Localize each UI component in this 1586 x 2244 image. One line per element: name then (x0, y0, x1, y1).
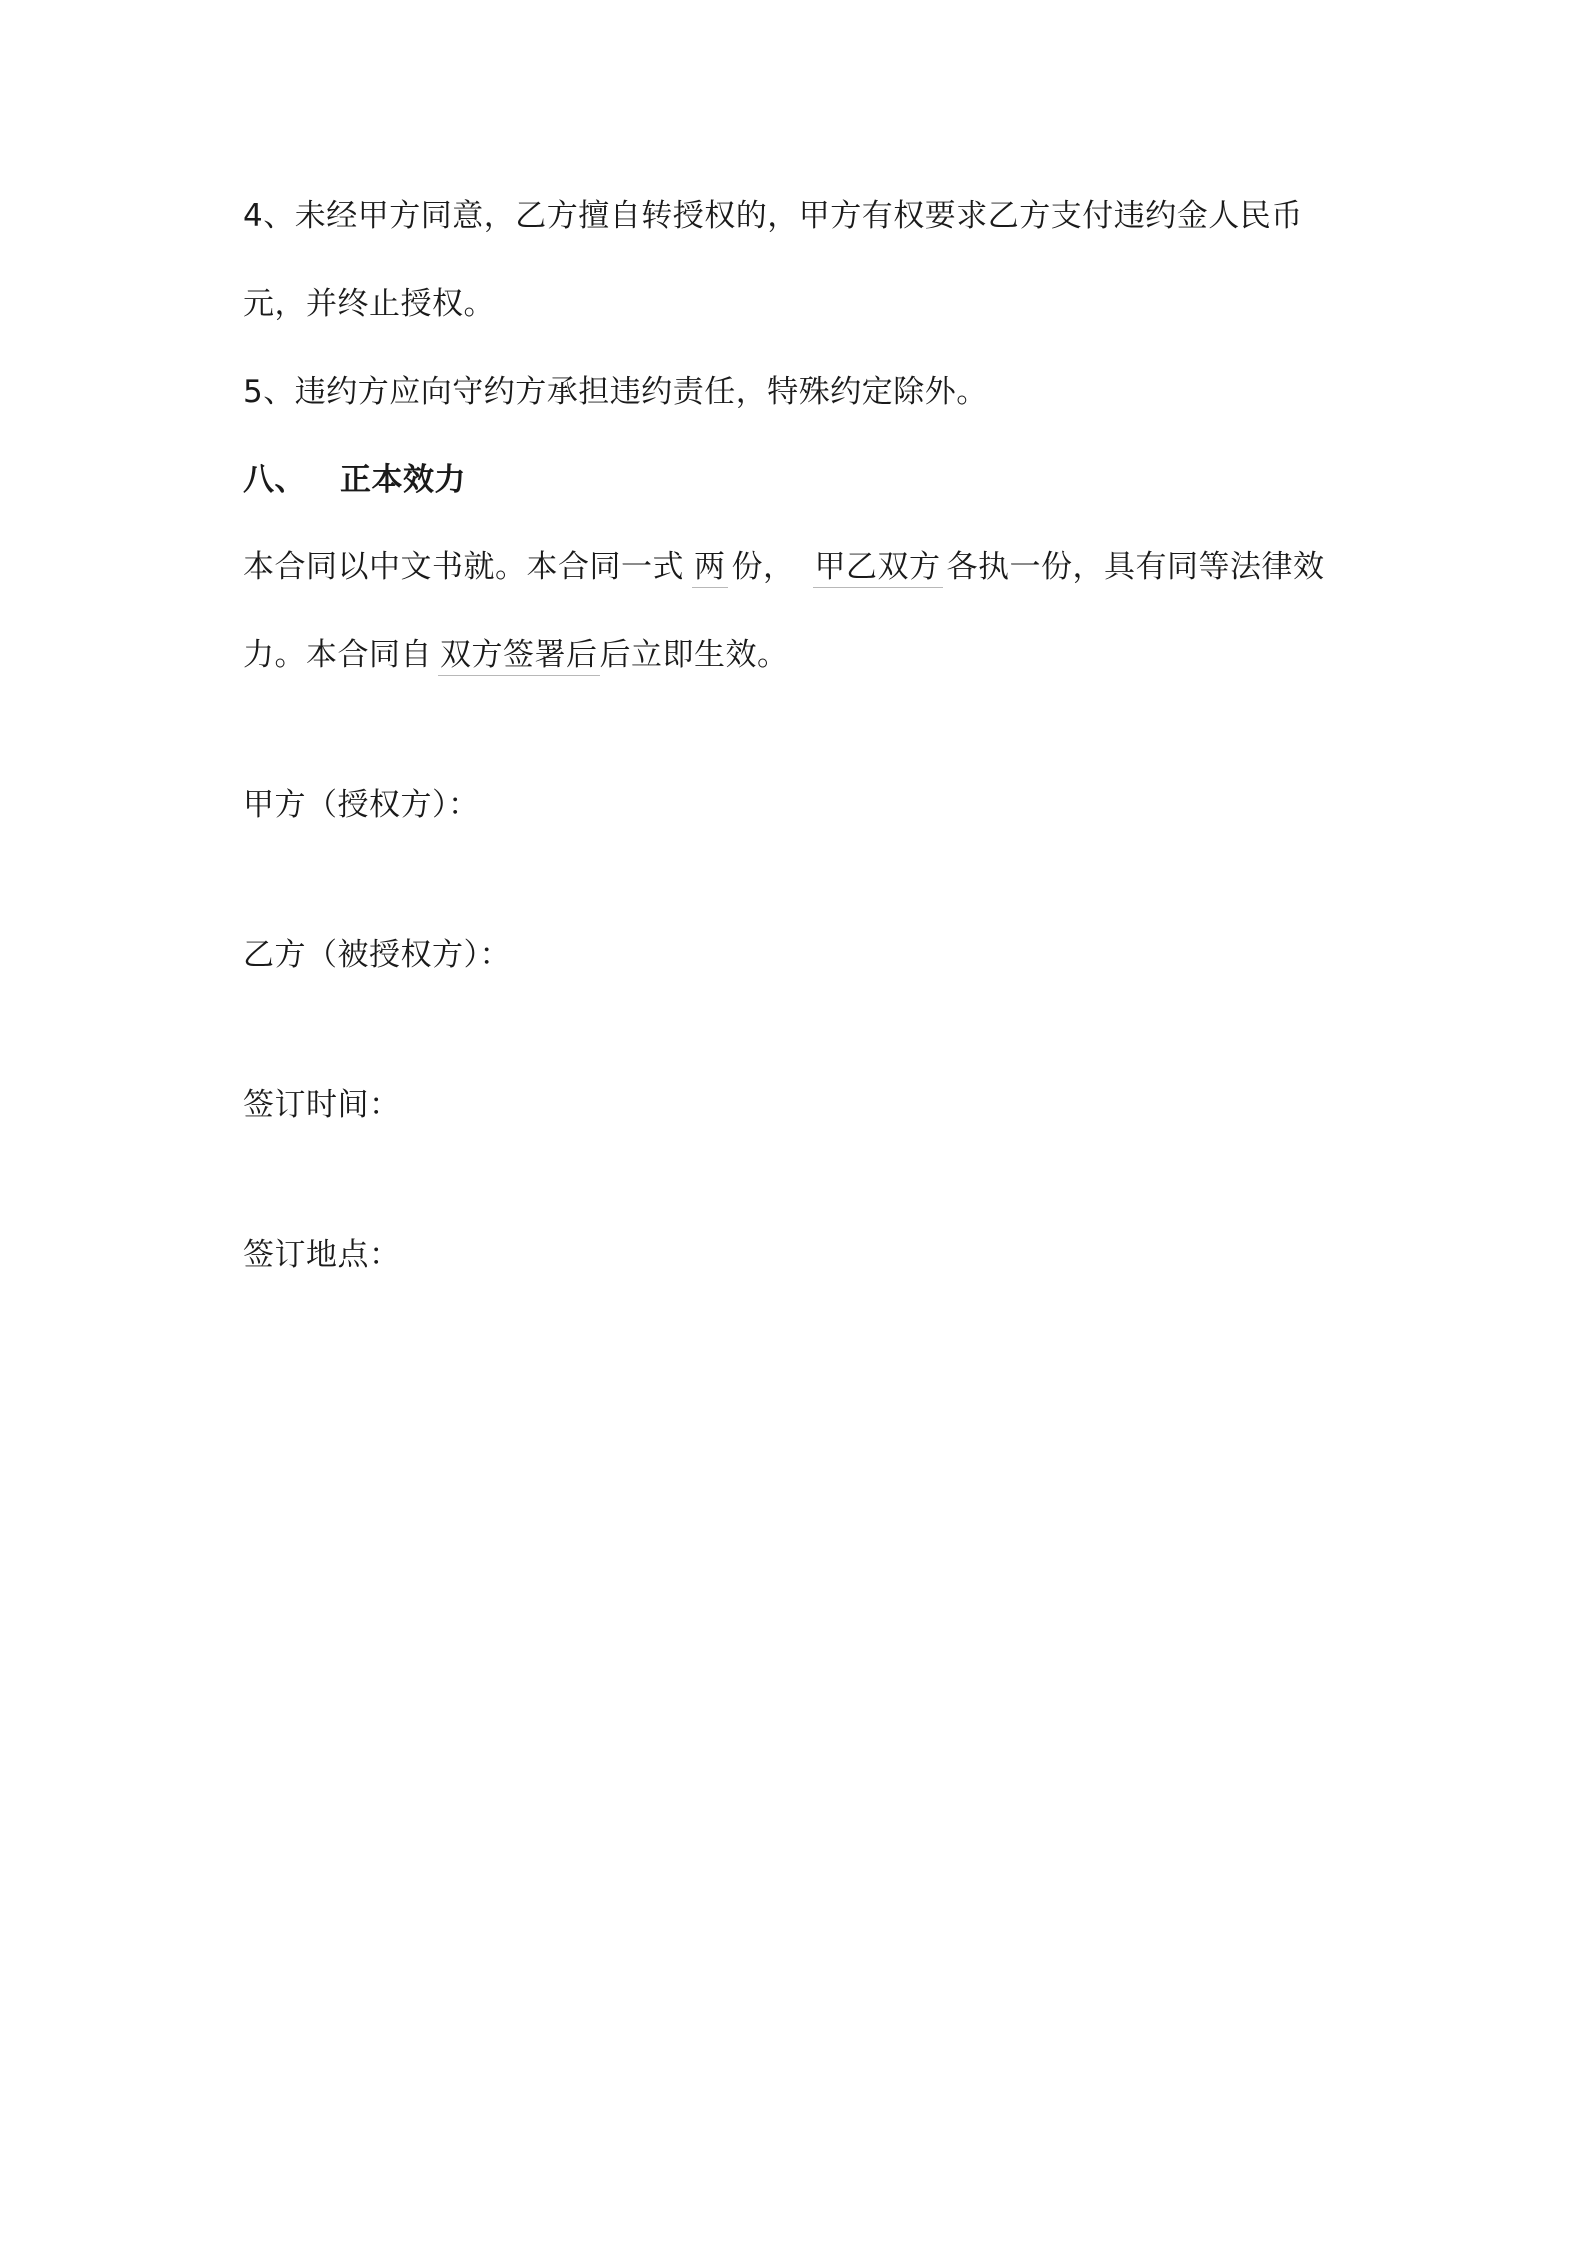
section-8-text-c: 各执一份，具有同等法律效 (946, 549, 1325, 585)
copies-fill-field: 两 (692, 547, 728, 588)
holders-fill-field: 甲乙双方 (813, 547, 943, 588)
signing-place-label: 签订地点： (243, 1237, 401, 1273)
section-8-paragraph-line-2 (243, 633, 789, 677)
section-8-paragraph-line-1 (243, 545, 1325, 589)
section-8-title: 正本效力 (340, 462, 466, 498)
section-8-text-b: 份， (731, 549, 795, 585)
section-8-heading (243, 458, 466, 502)
party-b-signature-label: 乙方（被授权方）： (243, 937, 511, 973)
clause-4-line-1: 4、未经甲方同意，乙方擅自转授权的，甲方有权要求乙方支付违约金人民币 (243, 198, 1303, 234)
section-8-number: 八、 (243, 462, 306, 498)
signing-time-label: 签订时间： (243, 1087, 401, 1123)
effective-condition-fill-field: 双方签署后 (438, 635, 600, 676)
clause-4-line-2: 元，并终止授权。 (243, 286, 495, 322)
section-8-text-e: 后立即生效。 (599, 637, 789, 673)
section-8-text-a: 本合同以中文书就。本合同一式 (243, 549, 684, 585)
clause-5: 5、违约方应向守约方承担违约责任，特殊约定除外。 (243, 374, 988, 410)
party-a-signature-label: 甲方（授权方）： (243, 787, 480, 823)
section-8-text-d: 力。本合同自 (243, 637, 432, 673)
